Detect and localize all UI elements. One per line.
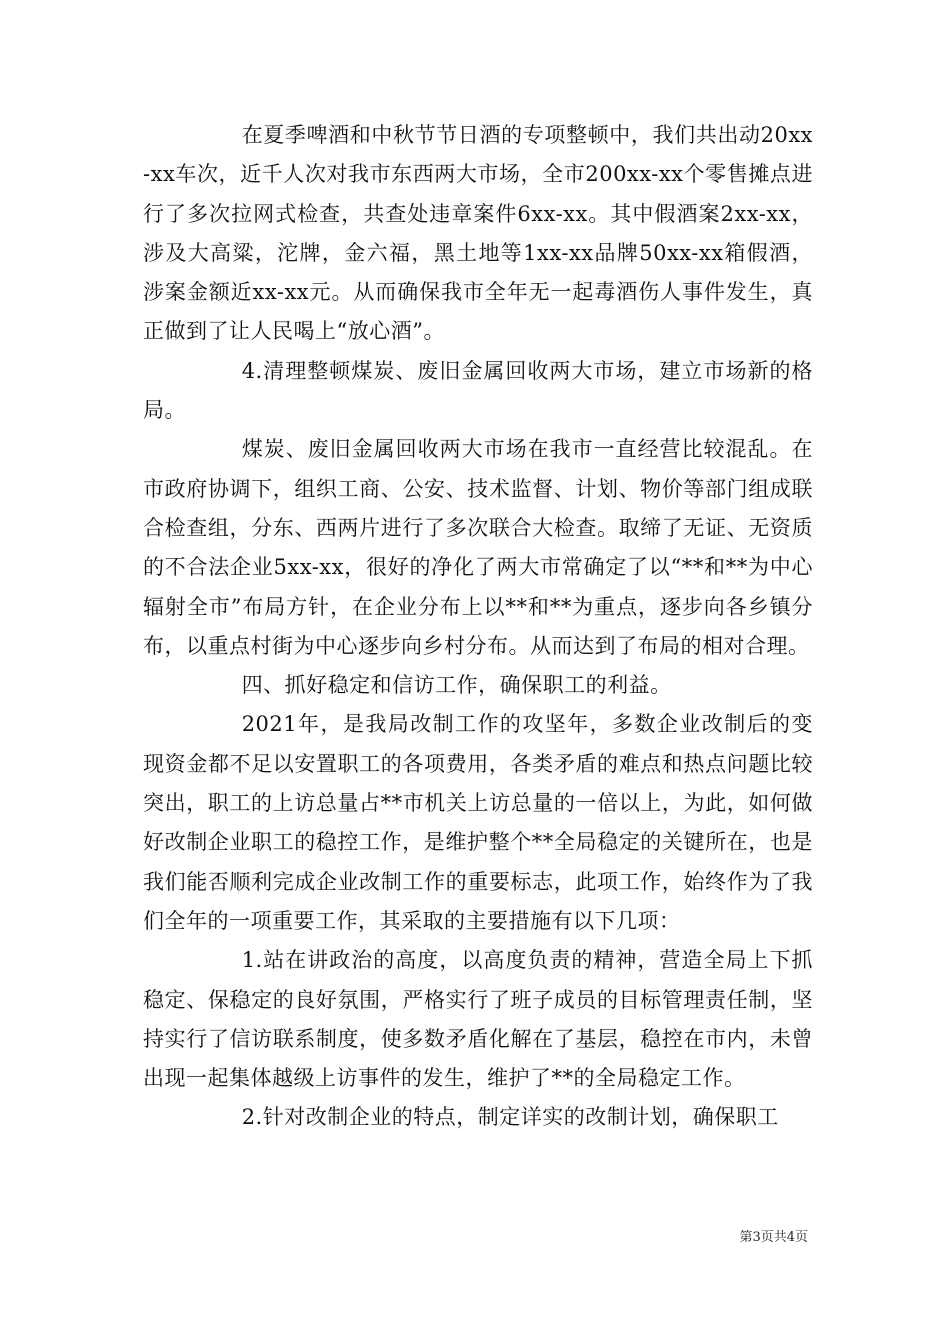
paragraph-measure-2: 2.针对改制企业的特点，制定详实的改制计划，确保职工 — [241, 1105, 779, 1130]
paragraph-coal-metal-market: 煤炭、废旧金属回收两大市场在我市一直经营比较混乱。在市政府协调下，组织工商、公安、技术监督、计划、物价等部门组成联合检查组，分东、西两片进行了多次联合大检查。取缔了无证、无资质的不合法企业5xx-xx，很好的净化了两大市常确定了以“**和**为中心辐射全市”布局方针，在企业分布上以**和**为重点，逐步向各乡镇分布，以重点村街为中心逐步向乡村分布。从而达到了布局的相对合理。 — [143, 437, 813, 658]
paragraph-heading-coal-metal-market: 4.清理整顿煤炭、废旧金属回收两大市场，建立市场新的格局。 — [143, 358, 813, 423]
document-body — [143, 116, 813, 1138]
paragraph-liquor-inspection: 在夏季啤酒和中秋节节日酒的专项整顿中，我们共出动20xx-xx车次，近千人次对我市东西两大市场，全市200xx-xx个零售摊点进行了多次拉网式检查，共查处违章案件6xx-xx。其中假酒案2xx-xx，涉及大高粱，沱牌，金六福，黑土地等1xx-xx品牌50xx-xx箱假酒，涉案金额近xx-xx元。从而确保我市全年无一起毒酒伤人事件发生，真正做到了让人民喝上“放心酒”。 — [143, 123, 813, 344]
paragraph-reform-year: 2021年，是我局改制工作的攻坚年，多数企业改制后的变现资金都不足以安置职工的各项费用，各类矛盾的难点和热点问题比较突出，职工的上访总量占**市机关上访总量的一倍以上，为此，如何做好改制企业职工的稳控工作，是维护整个**全局稳定的关键所在，也是我们能否顺利完成企业改制工作的重要标志，此项工作，始终作为了我们全年的一项重要工作，其采取的主要措施有以下几项： — [143, 712, 813, 933]
paragraph-measure-1: 1.站在讲政治的高度，以高度负责的精神，营造全局上下抓稳定、保稳定的良好氛围，严格实行了班子成员的目标管理责任制，坚持实行了信访联系制度，使多数矛盾化解在了基层，稳控在市内，未曾出现一起集体越级上访事件的发生，维护了**的全局稳定工作。 — [143, 948, 813, 1091]
page-number-footer: 第3页共4页 — [739, 1230, 808, 1245]
paragraph-heading-stability: 四、抓好稳定和信访工作，确保职工的利益。 — [241, 673, 672, 698]
